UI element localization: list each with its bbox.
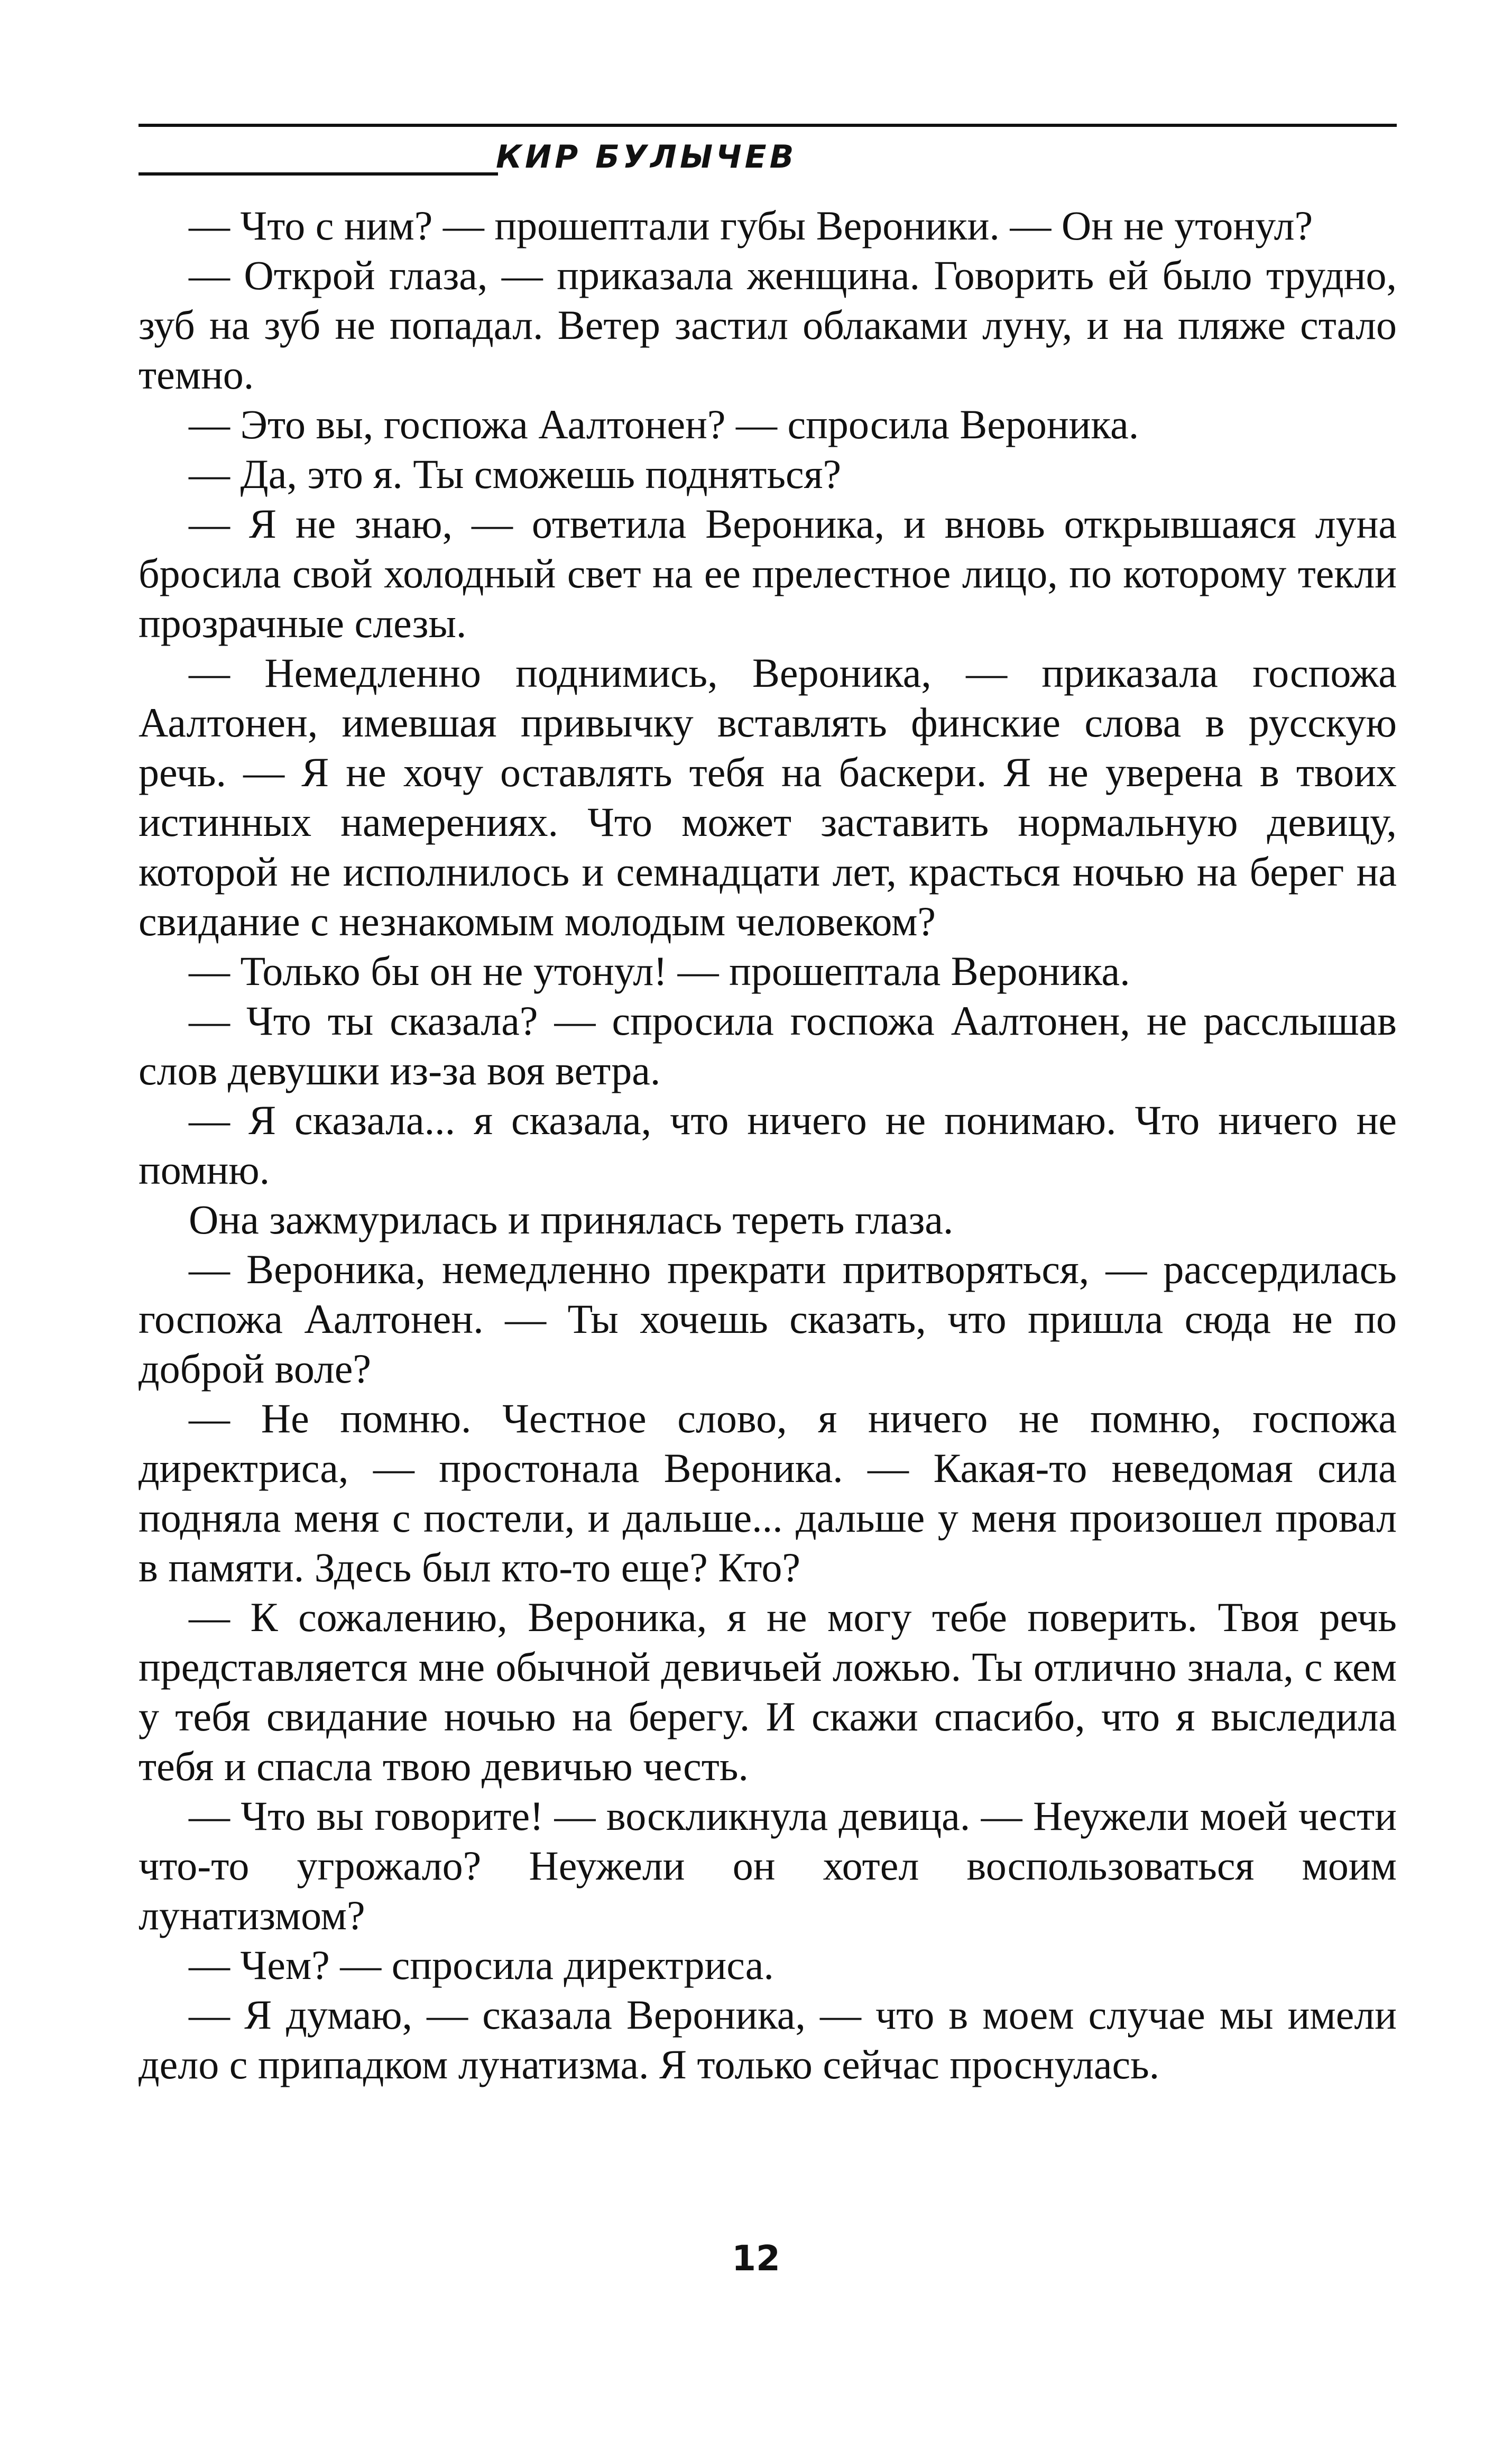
paragraph: — Чем? — спросила директриса. [189, 1942, 774, 1988]
header-rule-bottom [139, 172, 498, 176]
paragraph: — Только бы он не утонул! — прошептала Вероника. [189, 948, 1130, 994]
paragraph: — Я сказала... я сказала, что ничего не понимаю. Что ничего не помню. [139, 1097, 1397, 1193]
body-text [139, 201, 1397, 2089]
paragraph: — Я не знаю, — ответила Вероника, и вновь открывшаяся луна бросила свой холодный свет на ее прелестное лицо, по которому текли прозрачные слезы. [139, 501, 1397, 646]
paragraph: — Что вы говорите! — воскликнула девица. — Неужели моей чести что-то угрожало? Неужели он хотел воспользоваться моим лунатизмом? [139, 1793, 1397, 1938]
paragraph: — Я думаю, — сказала Вероника, — что в моем случае мы имели дело с припадком лунатизма. Я только сейчас проснулась. [139, 1992, 1397, 2087]
paragraph: — К сожалению, Вероника, я не могу тебе поверить. Твоя речь представляется мне обычной девичьей ложью. Ты отлично знала, с кем у тебя свидание ночью на берегу. И скажи спасибо, что я выследила тебя и спасла твою девичью честь. [139, 1594, 1397, 1789]
running-head: КИР БУЛЫЧЕВ [496, 139, 797, 176]
page-number: 12 [732, 2238, 780, 2279]
paragraph: — Это вы, госпожа Аалтонен? — спросила Вероника. [189, 401, 1139, 447]
paragraph: — Немедленно поднимись, Вероника, — приказала госпожа Аалтонен, имевшая привычку вставлять финские слова в русскую речь. — Я не хочу оставлять тебя на баскери. Я не уверена в твоих истинных намерениях. Что может заставить нормальную девицу, которой не исполнилось и семнадцати лет, красться ночью на берег на свидание с незнакомым молодым человеком? [139, 650, 1397, 944]
paragraph: — Да, это я. Ты сможешь подняться? [189, 451, 842, 497]
paragraph: Она зажмурилась и принялась тереть глаза. [189, 1196, 954, 1242]
paragraph: — Что ты сказала? — спросила госпожа Аалтонен, не расслышав слов девушки из-за воя ветра. [139, 998, 1397, 1093]
paragraph: — Что с ним? — прошептали губы Вероники. — Он не утонул? [189, 202, 1313, 248]
paragraph: — Открой глаза, — приказала женщина. Говорить ей было трудно, зуб на зуб не попадал. Ветер застил облаками луну, и на пляже стало темно. [139, 252, 1397, 398]
paragraph: — Не помню. Честное слово, я ничего не помню, госпожа директриса, — простонала Вероника. — Какая-то неведомая сила подняла меня с постели, и дальше... дальше у меня произошел провал в памяти. Здесь был кто-то еще? Кто? [139, 1395, 1397, 1590]
paragraph: — Вероника, немедленно прекрати притворяться, — рассердилась госпожа Аалтонен. — Ты хочешь сказать, что пришла сюда не по доброй воле? [139, 1246, 1397, 1392]
header-rule-top [139, 124, 1397, 127]
